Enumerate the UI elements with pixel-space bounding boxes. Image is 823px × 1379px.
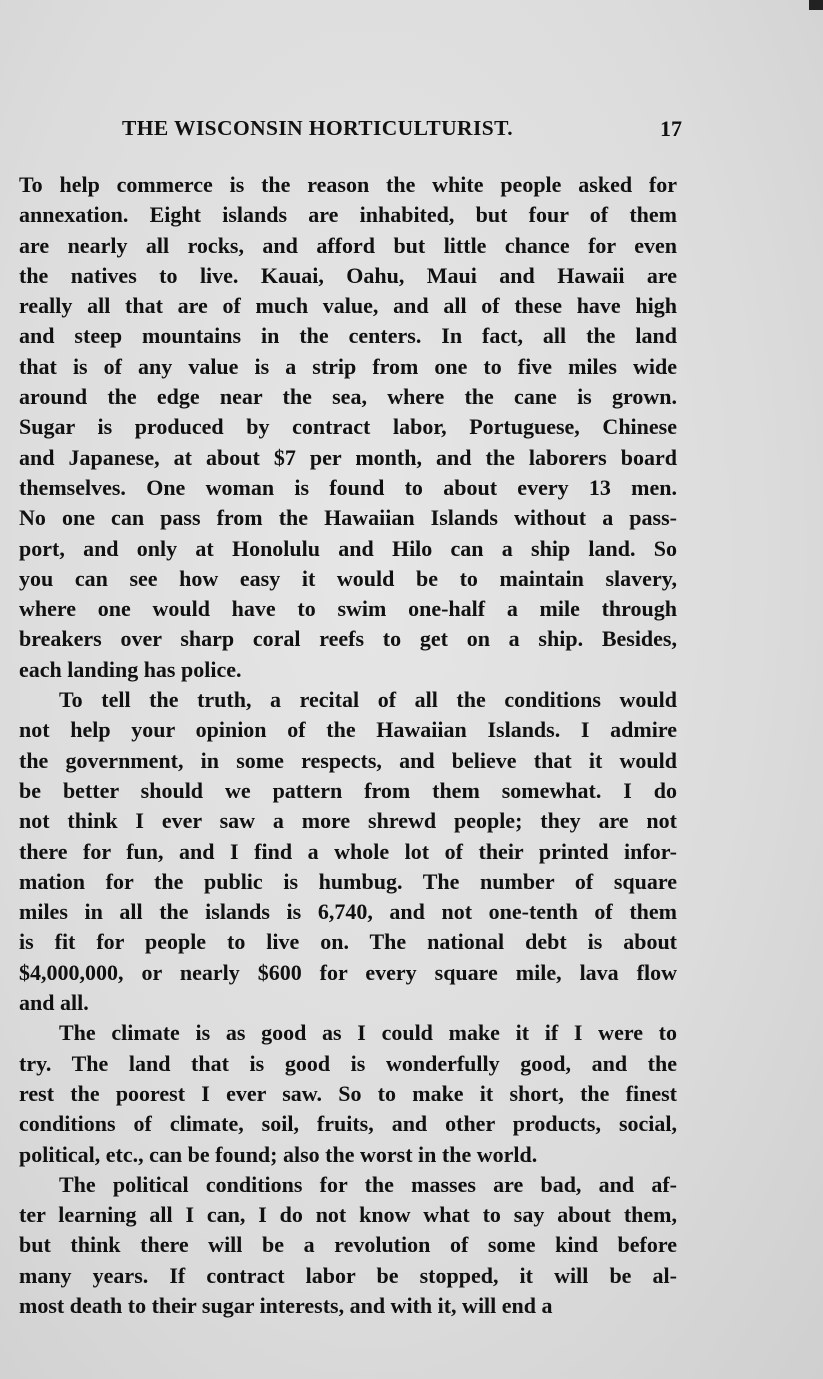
text-line: and Japanese, at about $7 per month, and the laborers board <box>19 444 677 470</box>
text-line: there for fun, and I find a whole lot of their printed infor- <box>19 838 677 864</box>
text-line: you can see how easy it would be to maintain slavery, <box>19 565 677 591</box>
text-line: try. The land that is good is wonderfully good, and the <box>19 1050 677 1076</box>
text-line: many years. If contract labor be stopped, it will be al- <box>19 1262 677 1288</box>
text-line: port, and only at Honolulu and Hilo can a ship land. So <box>19 535 677 561</box>
text-line: rest the poorest I ever saw. So to make it short, the finest <box>19 1080 677 1106</box>
text-line: the natives to live. Kauai, Oahu, Maui and Hawaii are <box>19 262 677 288</box>
text-line: not think I ever saw a more shrewd people; they are not <box>19 808 677 834</box>
text-line: really all that are of much value, and all of these have high <box>19 293 677 319</box>
text-line: mation for the public is humbug. The number of square <box>19 868 677 894</box>
text-line: not help your opinion of the Hawaiian Islands. I admire <box>19 717 677 743</box>
running-head <box>18 116 682 146</box>
text-line: To tell the truth, a recital of all the conditions would <box>59 687 677 713</box>
text-line: that is of any value is a strip from one to five miles wide <box>19 353 677 379</box>
text-line: ter learning all I can, I do not know what to say about them, <box>19 1202 677 1228</box>
text-line: and all. <box>19 990 89 1016</box>
paragraph <box>19 1170 677 1321</box>
text-line: and steep mountains in the centers. In fact, all the land <box>19 323 677 349</box>
text-line: political, etc., can be found; also the worst in the world. <box>19 1141 538 1167</box>
text-line: miles in all the islands is 6,740, and not one-tenth of them <box>19 899 677 925</box>
paragraph <box>19 170 677 685</box>
text-line: The political conditions for the masses are bad, and af- <box>59 1171 677 1197</box>
text-line: are nearly all rocks, and afford but little chance for even <box>19 232 677 258</box>
text-line: most death to their sugar interests, and with it, will end a <box>19 1292 553 1318</box>
text-line: is fit for people to live on. The national debt is about <box>19 929 677 955</box>
text-line: the government, in some respects, and believe that it would <box>19 747 677 773</box>
text-line: conditions of climate, soil, fruits, and other products, social, <box>19 1111 677 1137</box>
paragraph <box>19 1018 677 1169</box>
journal-title: THE WISCONSIN HORTICULTURIST. <box>122 116 513 140</box>
text-line: be better should we pattern from them somewhat. I do <box>19 777 677 803</box>
text-line: where one would have to swim one-half a mile through <box>19 596 677 622</box>
scan-corner-mark <box>809 0 823 10</box>
text-line: Sugar is produced by contract labor, Portuguese, Chinese <box>19 414 677 440</box>
text-line: annexation. Eight islands are inhabited, but four of them <box>19 202 677 228</box>
text-line: The climate is as good as I could make it if I were to <box>59 1020 677 1046</box>
text-line: each landing has police. <box>19 656 242 682</box>
text-line: but think there will be a revolution of some kind before <box>19 1232 677 1258</box>
body-text <box>19 170 677 1321</box>
text-line: To help commerce is the reason the white people asked for <box>19 172 677 197</box>
text-line: around the edge near the sea, where the cane is grown. <box>19 384 677 410</box>
text-line: breakers over sharp coral reefs to get on a ship. Besides, <box>19 626 677 652</box>
text-line: $4,000,000, or nearly $600 for every square mile, lava flow <box>19 959 677 985</box>
text-line: themselves. One woman is found to about every 13 men. <box>19 474 677 500</box>
page-number: 17 <box>660 116 682 141</box>
paragraph <box>19 685 677 1018</box>
text-line: No one can pass from the Hawaiian Islands without a pass- <box>19 505 677 531</box>
